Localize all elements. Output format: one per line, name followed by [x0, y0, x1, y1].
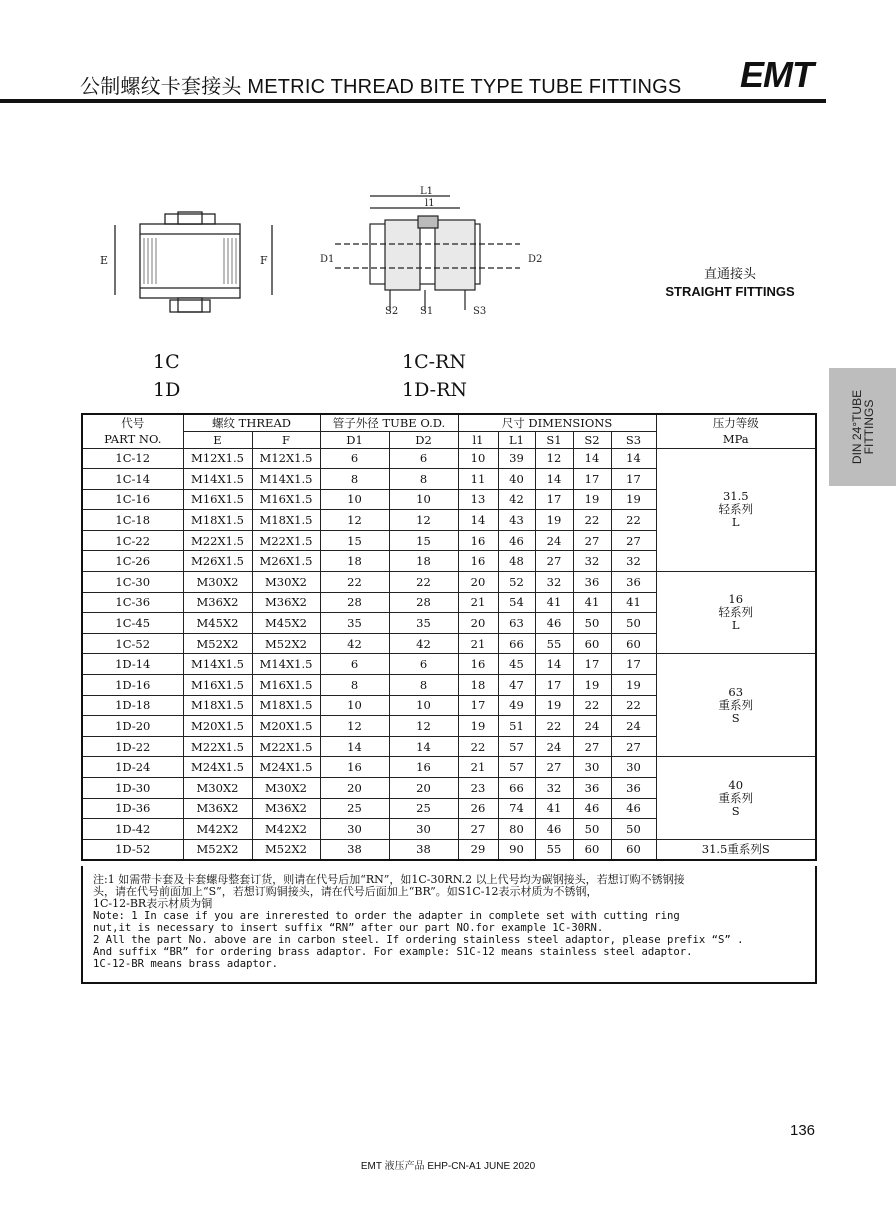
table-cell: 20	[458, 572, 498, 593]
table-cell: M18X1.5	[252, 510, 320, 531]
series-code: 1D	[153, 379, 181, 401]
fitting-section-view	[335, 196, 520, 310]
table-cell: 60	[573, 839, 611, 860]
table-cell: 42	[389, 633, 458, 654]
table-cell: 30	[389, 819, 458, 840]
table-cell: 17	[611, 469, 656, 490]
table-row	[82, 839, 816, 860]
pressure-series: 轻系列	[718, 605, 753, 620]
table-cell: 46	[573, 798, 611, 819]
notes-box	[81, 866, 817, 984]
table-cell: M45X2	[183, 613, 252, 634]
header-dimensions: 尺寸 DIMENSIONS	[458, 414, 656, 431]
table-cell: M12X1.5	[252, 448, 320, 469]
pressure-value: 63	[728, 684, 744, 699]
table-cell: 35	[389, 613, 458, 634]
pressure-series: 轻系列	[718, 502, 753, 517]
header-tube: 管子外径 TUBE O.D.	[320, 414, 458, 431]
table-cell: 32	[573, 551, 611, 572]
table-cell: 14	[611, 448, 656, 469]
table-cell: 26	[458, 798, 498, 819]
table-cell: 60	[573, 633, 611, 654]
note-line: And suffix “BR” for ordering brass adaptor. For example: S1C-12 means stainless steel adaptor.	[93, 946, 693, 958]
header-l1: l1	[458, 431, 498, 448]
pressure-value: 31.5	[722, 489, 749, 504]
table-cell: 14	[458, 510, 498, 531]
table-cell: 12	[389, 716, 458, 737]
table-cell: 36	[573, 572, 611, 593]
table-cell: 21	[458, 633, 498, 654]
table-cell: 1D-30	[82, 778, 183, 799]
table-cell: 17	[535, 489, 573, 510]
table-cell: 60	[611, 839, 656, 860]
table-cell: 22	[389, 572, 458, 593]
table-cell: 19	[573, 675, 611, 696]
table-cell: 35	[320, 613, 389, 634]
label-D1: D1	[320, 254, 335, 265]
table-cell: M18X1.5	[183, 510, 252, 531]
table-row	[82, 448, 816, 469]
table-cell: M36X2	[183, 592, 252, 613]
header-D2: D2	[389, 431, 458, 448]
table-cell: 27	[535, 757, 573, 778]
table-cell: 41	[535, 592, 573, 613]
table-cell: 19	[535, 695, 573, 716]
table-cell: 22	[573, 510, 611, 531]
table-cell: 36	[611, 778, 656, 799]
pressure-value: 31.5重系列S	[701, 841, 770, 856]
table-cell: 19	[458, 716, 498, 737]
table-cell: 6	[320, 448, 389, 469]
series-codes-right	[402, 348, 467, 404]
table-cell: 17	[611, 654, 656, 675]
page-number: 136	[790, 1122, 816, 1139]
table-cell: M52X2	[183, 633, 252, 654]
table-cell: M22X1.5	[252, 736, 320, 757]
fitting-type-en: STRAIGHT FITTINGS	[665, 284, 795, 299]
table-cell: 1D-16	[82, 675, 183, 696]
table-cell: 55	[535, 633, 573, 654]
note-line: 头，请在代号前面加上“S”，若想订购铜接头，请在代号后面加上“BR”。如S1C-12表示材质为不锈钢，	[93, 885, 598, 898]
fitting-drawing	[90, 180, 550, 330]
table-cell: 16	[458, 551, 498, 572]
table-row	[82, 757, 816, 778]
table-cell: 1D-22	[82, 736, 183, 757]
table-cell: 12	[535, 448, 573, 469]
table-cell: 20	[458, 613, 498, 634]
table-cell: 30	[320, 819, 389, 840]
table-cell: 50	[573, 613, 611, 634]
table-cell: 28	[320, 592, 389, 613]
table-cell: 38	[320, 839, 389, 860]
table-cell: 36	[573, 778, 611, 799]
note-line: 1C-12-BR表示材质为铜	[93, 897, 213, 910]
table-cell: 57	[498, 736, 535, 757]
table-cell: 17	[458, 695, 498, 716]
table-cell: 8	[389, 675, 458, 696]
fitting-type-cn: 直通接头	[703, 266, 756, 281]
table-cell: 16	[458, 654, 498, 675]
table-cell: 21	[458, 757, 498, 778]
table-cell: 25	[389, 798, 458, 819]
table-cell: 74	[498, 798, 535, 819]
table-cell: 1C-14	[82, 469, 183, 490]
table-cell: 11	[458, 469, 498, 490]
table-cell: 19	[573, 489, 611, 510]
table-cell: M45X2	[252, 613, 320, 634]
header-S2: S2	[573, 431, 611, 448]
side-tab-label	[851, 390, 875, 464]
table-cell: M22X1.5	[252, 530, 320, 551]
series-code: 1C-RN	[402, 351, 466, 373]
table-cell: 12	[389, 510, 458, 531]
label-E: E	[100, 254, 109, 267]
pressure-rating-cell	[656, 839, 816, 860]
table-cell: 16	[458, 530, 498, 551]
table-cell: 1D-42	[82, 819, 183, 840]
table-cell: M24X1.5	[183, 757, 252, 778]
table-cell: 17	[535, 675, 573, 696]
table-cell: 48	[498, 551, 535, 572]
table-cell: 22	[611, 510, 656, 531]
table-cell: 36	[611, 572, 656, 593]
table-cell: 39	[498, 448, 535, 469]
table-cell: 19	[611, 675, 656, 696]
table-cell: M36X2	[252, 592, 320, 613]
label-S3: S3	[473, 306, 487, 317]
note-line: Note: 1 In case if you are inrerested to order the adapter in complete set with cutting ring	[93, 910, 680, 922]
header-pressure-cn: 压力等级	[656, 414, 816, 431]
label-l1: l1	[425, 198, 435, 209]
pressure-value: 40	[728, 777, 744, 792]
table-cell: 22	[611, 695, 656, 716]
header-D1: D1	[320, 431, 389, 448]
table-cell: 1D-36	[82, 798, 183, 819]
table-cell: 20	[389, 778, 458, 799]
table-cell: M42X2	[252, 819, 320, 840]
label-D2: D2	[528, 254, 543, 265]
table-cell: M16X1.5	[252, 489, 320, 510]
header-pressure-en: MPa	[656, 431, 816, 448]
table-cell: M42X2	[183, 819, 252, 840]
table-cell: 16	[320, 757, 389, 778]
table-cell: 21	[458, 592, 498, 613]
table-cell: 10	[389, 695, 458, 716]
table-cell: 1C-52	[82, 633, 183, 654]
table-cell: 27	[535, 551, 573, 572]
table-cell: 1D-18	[82, 695, 183, 716]
note-line: nut,it is necessary to insert suffix “RN” after our part NO.for example 1C-30RN.	[93, 922, 604, 934]
table-cell: M52X2	[183, 839, 252, 860]
table-row	[82, 572, 816, 593]
table-cell: 45	[498, 654, 535, 675]
table-cell: 29	[458, 839, 498, 860]
table-cell: M26X1.5	[252, 551, 320, 572]
table-cell: M14X1.5	[252, 654, 320, 675]
spec-table	[81, 413, 817, 861]
pressure-rating-cell	[656, 448, 816, 572]
table-cell: 10	[320, 695, 389, 716]
table-cell: 24	[611, 716, 656, 737]
pressure-code: L	[731, 515, 740, 530]
table-cell: 46	[535, 613, 573, 634]
table-cell: 1C-36	[82, 592, 183, 613]
table-cell: 8	[320, 675, 389, 696]
table-header-row	[82, 414, 816, 431]
table-cell: 10	[320, 489, 389, 510]
table-cell: 32	[535, 572, 573, 593]
header-part-cn: 代号	[82, 414, 183, 431]
table-cell: 15	[320, 530, 389, 551]
table-cell: 1C-30	[82, 572, 183, 593]
table-cell: 55	[535, 839, 573, 860]
table-cell: M18X1.5	[183, 695, 252, 716]
table-cell: 63	[498, 613, 535, 634]
pressure-series: 重系列	[718, 697, 753, 712]
pressure-code: L	[731, 618, 740, 633]
table-cell: M18X1.5	[252, 695, 320, 716]
pressure-rating-cell	[656, 654, 816, 757]
table-cell: 19	[535, 510, 573, 531]
header-E: E	[183, 431, 252, 448]
table-cell: 27	[573, 530, 611, 551]
table-row	[82, 654, 816, 675]
table-cell: 6	[389, 448, 458, 469]
table-cell: 27	[573, 736, 611, 757]
table-cell: 47	[498, 675, 535, 696]
page-title: 公制螺纹卡套接头 METRIC THREAD BITE TYPE TUBE FITTINGS	[80, 76, 682, 98]
table-cell: 24	[573, 716, 611, 737]
table-cell: M36X2	[183, 798, 252, 819]
table-cell: 50	[611, 819, 656, 840]
side-tab-line1: DIN 24°TUBE	[849, 389, 864, 465]
table-cell: 32	[535, 778, 573, 799]
table-cell: M30X2	[252, 778, 320, 799]
table-cell: 14	[320, 736, 389, 757]
table-cell: 1C-26	[82, 551, 183, 572]
table-cell: 52	[498, 572, 535, 593]
table-cell: 27	[458, 819, 498, 840]
table-cell: 24	[535, 736, 573, 757]
table-cell: 54	[498, 592, 535, 613]
table-cell: M30X2	[183, 572, 252, 593]
table-cell: 23	[458, 778, 498, 799]
table-cell: 27	[611, 530, 656, 551]
table-cell: M14X1.5	[183, 654, 252, 675]
table-cell: 8	[389, 469, 458, 490]
table-cell: 25	[320, 798, 389, 819]
series-code: 1C	[153, 351, 180, 373]
label-L1: L1	[420, 186, 434, 197]
table-cell: 18	[389, 551, 458, 572]
table-cell: 1D-24	[82, 757, 183, 778]
table-cell: 8	[320, 469, 389, 490]
side-tab-line2: FITTINGS	[861, 399, 876, 455]
page-header	[0, 52, 896, 102]
table-cell: 43	[498, 510, 535, 531]
table-cell: M20X1.5	[183, 716, 252, 737]
series-codes-left	[153, 348, 180, 404]
table-cell: 16	[389, 757, 458, 778]
table-cell: 42	[498, 489, 535, 510]
table-cell: M52X2	[252, 839, 320, 860]
table-cell: 1C-18	[82, 510, 183, 531]
table-cell: M20X1.5	[252, 716, 320, 737]
note-line: 1C-12-BR means brass adaptor.	[93, 958, 278, 970]
table-cell: 17	[573, 654, 611, 675]
table-cell: 15	[389, 530, 458, 551]
table-cell: M14X1.5	[183, 469, 252, 490]
table-cell: 1C-16	[82, 489, 183, 510]
table-cell: M14X1.5	[252, 469, 320, 490]
table-cell: 12	[320, 716, 389, 737]
table-cell: 30	[611, 757, 656, 778]
table-cell: 50	[611, 613, 656, 634]
table-cell: 6	[389, 654, 458, 675]
pressure-series: 重系列	[718, 790, 753, 805]
header-F: F	[252, 431, 320, 448]
table-cell: 1C-22	[82, 530, 183, 551]
note-line: 注:1 如需带卡套及卡套螺母整套订货，则请在代号后加“RN”，如1C-30RN.2 以上代号均为碳钢接头，若想订购不锈钢接	[93, 873, 685, 886]
table-cell: 1D-52	[82, 839, 183, 860]
table-cell: 90	[498, 839, 535, 860]
table-cell: 66	[498, 778, 535, 799]
table-cell: 51	[498, 716, 535, 737]
table-cell: 27	[611, 736, 656, 757]
table-cell: 19	[611, 489, 656, 510]
table-cell: M22X1.5	[183, 530, 252, 551]
table-cell: M16X1.5	[183, 489, 252, 510]
table-cell: 22	[573, 695, 611, 716]
table-cell: 22	[535, 716, 573, 737]
header-S1: S1	[535, 431, 573, 448]
table-cell: 30	[573, 757, 611, 778]
fitting-type-label	[640, 265, 820, 301]
spec-table-body	[82, 448, 816, 860]
table-cell: 20	[320, 778, 389, 799]
page-footer: EMT 液压产品 EHP-CN-A1 JUNE 2020	[360, 1161, 536, 1172]
table-cell: M30X2	[252, 572, 320, 593]
table-cell: 10	[458, 448, 498, 469]
note-line: 2 All the part No. above are in carbon steel. If ordering stainless steel adaptor, please prefix “S” .	[93, 934, 744, 946]
table-cell: 41	[573, 592, 611, 613]
table-cell: 28	[389, 592, 458, 613]
table-cell: 80	[498, 819, 535, 840]
table-cell: 57	[498, 757, 535, 778]
table-cell: 49	[498, 695, 535, 716]
table-cell: 40	[498, 469, 535, 490]
table-cell: 14	[389, 736, 458, 757]
table-cell: M22X1.5	[183, 736, 252, 757]
table-cell: M36X2	[252, 798, 320, 819]
table-cell: 50	[573, 819, 611, 840]
table-cell: 22	[458, 736, 498, 757]
table-cell: M24X1.5	[252, 757, 320, 778]
table-cell: 38	[389, 839, 458, 860]
brand-logo: EMT	[740, 54, 813, 95]
header-part-en: PART NO.	[82, 431, 183, 448]
table-cell: 42	[320, 633, 389, 654]
table-cell: M52X2	[252, 633, 320, 654]
label-S1: S1	[420, 306, 434, 317]
table-cell: M16X1.5	[183, 675, 252, 696]
table-cell: 13	[458, 489, 498, 510]
table-cell: 6	[320, 654, 389, 675]
table-cell: 17	[573, 469, 611, 490]
table-cell: 18	[320, 551, 389, 572]
table-cell: 60	[611, 633, 656, 654]
table-cell: 24	[535, 530, 573, 551]
table-cell: 41	[611, 592, 656, 613]
table-cell: 1C-45	[82, 613, 183, 634]
table-cell: 14	[573, 448, 611, 469]
table-cell: 46	[611, 798, 656, 819]
pressure-rating-cell	[656, 757, 816, 839]
table-cell: 1D-14	[82, 654, 183, 675]
table-cell: M26X1.5	[183, 551, 252, 572]
table-cell: 22	[320, 572, 389, 593]
label-S2: S2	[385, 306, 399, 317]
pressure-value: 16	[728, 592, 744, 607]
series-code: 1D-RN	[402, 379, 468, 401]
table-cell: 10	[389, 489, 458, 510]
table-cell: M16X1.5	[252, 675, 320, 696]
table-cell: M30X2	[183, 778, 252, 799]
table-cell: 12	[320, 510, 389, 531]
pressure-code: S	[731, 710, 740, 725]
table-cell: 46	[498, 530, 535, 551]
header-S3: S3	[611, 431, 656, 448]
header-thread: 螺纹 THREAD	[183, 414, 320, 431]
table-subheader-row	[82, 431, 816, 448]
fitting-side-view	[115, 212, 272, 312]
table-cell: 1C-12	[82, 448, 183, 469]
pressure-code: S	[731, 803, 740, 818]
table-cell: 41	[535, 798, 573, 819]
header-L1: L1	[498, 431, 535, 448]
pressure-rating-cell	[656, 572, 816, 654]
table-cell: 18	[458, 675, 498, 696]
table-cell: 14	[535, 654, 573, 675]
table-cell: 46	[535, 819, 573, 840]
header-rule	[0, 99, 826, 103]
table-cell: 32	[611, 551, 656, 572]
table-cell: 66	[498, 633, 535, 654]
table-cell: M12X1.5	[183, 448, 252, 469]
section-side-tab	[829, 368, 896, 486]
label-F: F	[260, 254, 268, 267]
table-cell: 1D-20	[82, 716, 183, 737]
table-cell: 14	[535, 469, 573, 490]
